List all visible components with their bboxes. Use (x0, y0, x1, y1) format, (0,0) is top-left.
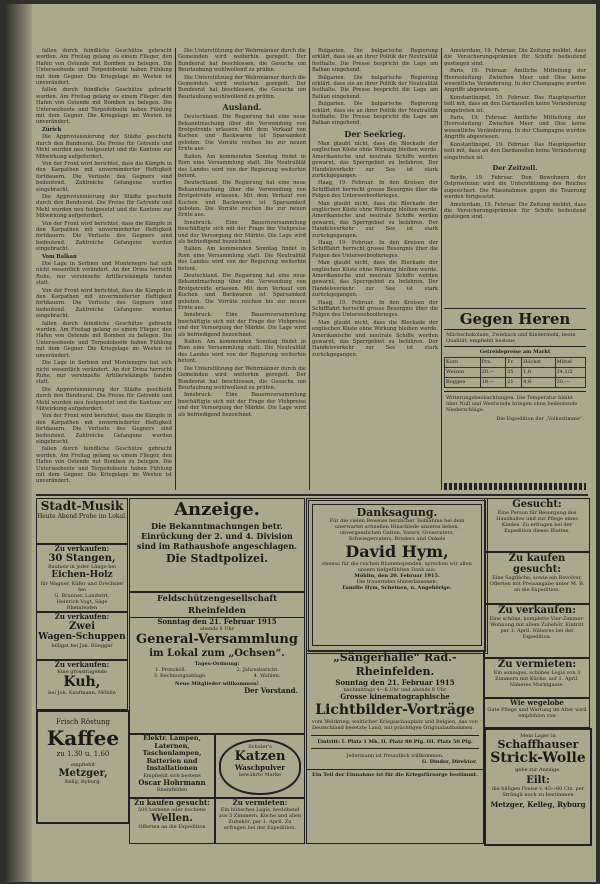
stadtmusik-ad (36, 498, 128, 544)
column-rule (309, 48, 310, 490)
anzeige-ad: Anzeige. Die Bekanntmachungen betr. Einrückung der 2. und 4. Division sind im Rathaushofe angeschlagen. Die Stadtpolizei. (129, 498, 305, 592)
gegen-heren-note: Milchschokolade, Zwieback und Kindermehl, beste Qualität, empfiehlt bestens (446, 332, 576, 344)
danksagung-ad: Danksagung. Für die vielen Beweise herzlicher Teilnahme bei dem unerwartet schnellen Hinschiede unseres lieben, unvergesslichen Gatten, Vaters, Grossvaters, Schwiegervaters, Bruders und Onkels David Hym, ebenso für die reichen Blumenspenden, sprechen wir allen unsern tiefgefühlten Dank aus. Möhlin, den 20. Februar 1915. Die trauernden Hinterlassenen: Familie Hym, Scheinen, u. Angehörige. (306, 498, 488, 654)
vermieten-ad-1: Zu vermieten: Ein hübsches Logis, bestehend aus 3 Zimmern, Küche und allen Zubehör, per 1. April. Zu erfragen bei der Expedition. (215, 798, 305, 844)
column-rule (175, 48, 176, 490)
section-heading-zeitzoll: Der Zeitzoll. (492, 163, 538, 172)
kaufen-ad: Zu kaufen gesucht: Eine Sagfläche, sowie ein Revolver. Offerten mit Preisangabe unter M. B. an die Expedition. (484, 552, 590, 604)
stangen-ad: Zu verkaufen: 30 Stangen, Bauholz in jeder Länge bei Eichen-Holz für Wagner, Küfer und Drechsler bei G. Brunner, Landwirt, Heinrich Vogt, Säge Rheinfelden (36, 544, 128, 612)
expedition-credit: Die Expedition der „Volksstimme“. (496, 416, 584, 422)
table-row: Korn Prs. Fr. Höchst Mittel (445, 358, 586, 368)
wegelobe-ad: Wie wegelobe Gute Pflege und Wartung im Alter wird empfohlen von (484, 698, 590, 728)
section-heading-seekrieg: Der Seekrieg. (344, 128, 406, 139)
table-row: Weizen 20.— 35 1,6 24.1/2 (445, 368, 586, 378)
agenda-list: 1. Protokoll. 2. Jahresbericht. (155, 667, 279, 673)
kuh-ad: Zu verkaufen: Eine grösstragende Kuh, bei Joh. Kaufmann, Möhlin (36, 660, 128, 710)
table-row: Roggen 18.— 21 4,8 20.— (445, 378, 586, 388)
versammlung-title: General-Versammlung (136, 632, 298, 647)
feldschuetzen-ad: Feldschützengesellschaft Rheinfelden Sonntag den 21. Februar 1915 abends 8 Uhr General-Versammlung im Lokal zum „Ochsen“. Tages-Ordnung: 1. Protokoll. 2. Jahresbericht. 3. Rechnungsablage. 4. Wahlen. Neue Mitglieder willkommen! Der Vorstand. (129, 592, 305, 734)
gegen-heren-ad (444, 308, 586, 490)
saengerhalle-ad: „Sängerhalle“ Rad.-Rheinfelden. Sonntag den 21. Februar 1915 nachmittags 4—6 Uhr und abends 8 Uhr Grosse kinematographische Lichtbilder-Vorträge vom Weltkrieg, weltlicher Kriegsschauplatz und Belgien, das von Deutschland besetzte Land, mit prächtigen Originalaufnahmen. Eintritt: I. Platz 1 Mk. II. Platz 80 Pfg. III. Platz 50 Pfg. Jedermann ist freundlich willkommen. G. Dinder, Direktor. Ein Teil der Einnahme ist für die Kriegsfürsorge bestimmt. (306, 650, 484, 844)
section-heading-ausland: Ausland. (222, 102, 262, 113)
saengerhalle-title: „Sängerhalle“ Rad.-Rheinfelden. (333, 651, 457, 678)
strickwolle-title: Strick-Wolle (490, 750, 586, 766)
schuler-logo: Schuler's Katzen Waschpulver bewährte Marke (219, 739, 301, 795)
lichtbilder-title: Lichtbilder-Vorträge (315, 702, 475, 718)
vermieten-ad-2: Zu vermieten: Ein sonniges, schönes Logis von 3 Zimmern mit Küche, auf 1. April. Näheres Marktgasse. (484, 658, 590, 698)
wellen-ad: Zu kaufen gesucht: 500 tannene oder buchene Wellen. Offerten an die Expedition (129, 798, 215, 844)
stadtmusik-title: Stadt-Musik (40, 499, 124, 513)
article-column-4: Amsterdam, 19. Februar. Die Zeitung meldet, dass die Versicherungsprämien für Schiffe bedeutend gestiegen sind. Paris, 19. Februar. Amtliche Mitteilung der Heeresleitung: Zwischen Meer und Oise keine wesentliche Veränderung. In der Champagne wurden Angriffe abgewiesen. Konstantinopel, 19. Februar. Das Hauptquartier teilt mit, dass an den Dardanellen keine Veränderung eingetreten ist. Paris, 19. Februar. Amtliche Mitteilung der Heeresleitung: Zwischen Meer und Oise keine wesentliche Veränderung. In der Champagne wurden Angriffe abgewiesen. Konstantinopel, 19. Februar. Das Hauptquartier teilt mit, dass an den Dardanellen keine Veränderung eingetreten ist. Der Zeitzoll. Berlin, 19. Februar. Den Bewohnern der Ostprovinzen wird die Unterstützung des Reiches zugesichert. Die Massnahmen gegen die Teuerung werden fortgesetzt. Amsterdam, 19. Februar. Die Zeitung meldet, dass die Versicherungsprämien für Schiffe bedeutend gestiegen sind. (444, 48, 586, 221)
price-table (444, 357, 586, 388)
price-line: Eintritt: I. Platz 1 Mk. II. Platz 80 Pfg. III. Platz 50 Pfg. (311, 735, 479, 749)
page-spine (6, 4, 32, 882)
decorative-border (444, 483, 586, 490)
danksagung-title: Danksagung. (356, 506, 438, 519)
verkaufen-ad: Zu verkaufen: Eine schöne, komplette Vier-Zimmer-Wohnung mit allem Zubehör. Eintritt per 1. April. Näheres bei der Expedition. (484, 604, 590, 658)
kaffee-title: Kaffee (46, 726, 120, 750)
gesucht-ad: Gesucht: Eine Person für Besorgung des Haushaltes und zur Pflege eines Kindes. Zu erfragen bei der Expedition dieses Blattes. (484, 498, 590, 552)
newspaper-page (6, 4, 596, 882)
stadtmusik-sub: Heute Abend Probe im Lokal. (37, 513, 127, 520)
section-rule (36, 494, 588, 496)
article-column-2: Die Unterstützung der Wehrmänner durch die Gemeinden wird weiterhin geregelt. Der Bundesrat hat beschlossen, die Gesuche um Beurlaubung wohlwollend zu prüfen. Die Unterstützung der Wehrmänner durch die Gemeinden wird weiterhin geregelt. Der Bundesrat hat beschlossen, die Gesuche um Beurlaubung wohlwollend zu prüfen. Ausland. Deutschland. Die Regierung hat eine neue Bekanntmachung über die Verwendung von Brotgetreide erlassen. Mit dem Verkauf von Kuchen und Backwaren ist Sparsamkeit geboten. Die Vorräte reichen bis zur neuen Ernte aus. Italien. Am kommenden Sonntag findet in Rom eine Versammlung statt. Die Neutralität des Landes wird von der Regierung weiterhin betont. Deutschland. Die Regierung hat eine neue Bekanntmachung über die Verwendung von Brotgetreide erlassen. Mit dem Verkauf von Kuchen und Backwaren ist Sparsamkeit geboten. Die Vorräte reichen bis zur neuen Ernte aus. Innsbruck. Eine Bauernversammlung beschäftigte sich mit der Frage der Viehpreise und der Versorgung der Märkte. Die Lage wird als befriedigend bezeichnet. Italien. Am kommenden Sonntag findet in Rom eine Versammlung statt. Die Neutralität des Landes wird von der Regierung weiterhin betont. Deutschland. Die Regierung hat eine neue Bekanntmachung über die Verwendung von Brotgetreide erlassen. Mit dem Verkauf von Kuchen und Backwaren ist Sparsamkeit geboten. Die Vorräte reichen bis zur neuen Ernte aus. Innsbruck. Eine Bauernversammlung beschäftigte sich mit der Frage der Viehpreise und der Versorgung der Märkte. Die Lage wird als befriedigend bezeichnet. Italien. Am kommenden Sonntag findet in Rom eine Versammlung statt. Die Neutralität des Landes wird von der Regierung weiterhin betont. Die Unterstützung der Wehrmänner durch die Gemeinden wird weiterhin geregelt. Der Bundesrat hat beschlossen, die Gesuche um Beurlaubung wohlwollend zu prüfen. Innsbruck. Eine Bauernversammlung beschäftigte sich mit der Frage der Viehpreise und der Versorgung der Märkte. Die Lage wird als befriedigend bezeichnet. (178, 48, 306, 418)
laternen-ad: Elektr. Lampen, Laternen, Taschenlampen, Batterien und Installationen Empfiehlt sich bestens Oscar Hohrmann Rheinfelden (129, 734, 215, 798)
column-rule (441, 48, 442, 490)
wagen-ad: Zu verkaufen: Zwei Wagen-Schuppen billigst bei Jak. Rüegger (36, 612, 128, 660)
schuler-ad (215, 734, 305, 798)
gegen-heren-title: Gegen Heren (444, 308, 586, 330)
article-column-3: Bulgarien. Die bulgarische Regierung erklärt, dass sie an ihrer Politik der Neutralität festhalte. Die Presse bespricht die Lage am Balkan eingehend. Bulgarien. Die bulgarische Regierung erklärt, dass sie an ihrer Politik der Neutralität festhalte. Die Presse bespricht die Lage am Balkan eingehend. Bulgarien. Die bulgarische Regierung erklärt, dass sie an ihrer Politik der Neutralität festhalte. Die Presse bespricht die Lage am Balkan eingehend. Der Seekrieg. Man glaubt nicht, dass die Blockade der englischen Küste ohne Wirkung bleiben werde. Amerikanische und neutrale Schiffe werden gewarnt, das Sperrgebiet zu befahren. Der Handelsverkehr zur See ist stark zurückgegangen. Haag, 19. Februar. In den Kreisen der Schifffahrt herrscht grosse Besorgnis über die Folgen des Unterseebootkrieges. Man glaubt nicht, dass die Blockade der englischen Küste ohne Wirkung bleiben werde. Amerikanische und neutrale Schiffe werden gewarnt, das Sperrgebiet zu befahren. Der Handelsverkehr zur See ist stark zurückgegangen. Haag, 19. Februar. In den Kreisen der Schifffahrt herrscht grosse Besorgnis über die Folgen des Unterseebootkrieges. Man glaubt nicht, dass die Blockade der englischen Küste ohne Wirkung bleiben werde. Amerikanische und neutrale Schiffe werden gewarnt, das Sperrgebiet zu befahren. Der Handelsverkehr zur See ist stark zurückgegangen. Haag, 19. Februar. In den Kreisen der Schifffahrt herrscht grosse Besorgnis über die Folgen des Unterseebootkrieges. Man glaubt nicht, dass die Blockade der englischen Küste ohne Wirkung bleiben werde. Amerikanische und neutrale Schiffe werden gewarnt, das Sperrgebiet zu befahren. Der Handelsverkehr zur See ist stark zurückgegangen. (312, 48, 438, 358)
eichen-title: Eichen-Holz (51, 570, 113, 580)
table-heading: Getreidepreise am Markt (444, 346, 586, 355)
strickwolle-ad: Mein Lager in Schaffhauser Strick-Wolle gebe zur Anzeige. Eilt: die billigen Preise v. 45—60 Cts. per Strängli noch zu bestimmen Metzger, Kelleg, Ryburg (484, 728, 592, 846)
kaffee-ad: Frisch Röstung Kaffee zu 1.30 u. 1.60 empfiehlt Metzger, Kellg, Ryburg. (36, 710, 130, 824)
deceased-name: David Hym, (345, 542, 449, 561)
weather-note: Witterungsbeobachtungen. Die Temperatur bleibt über Null und Westwinde bringen ohne bedeutende Niederschläge. (444, 391, 586, 416)
anzeige-title: Anzeige. (174, 499, 260, 520)
article-column-1: fallen durch feindliche Geschütze gebracht worden. Am Freitag gelang es einem Flieger, den Hafen von Ostende mit Bomben zu belegen. Die Unterseeboote und Torpedoboote haben Fühlung mit dem Gegner. Die Kriegslage im Westen ist unverändert. fallen durch feindliche Geschütze gebracht worden. Am Freitag gelang es einem Flieger, den Hafen von Ostende mit Bomben zu belegen. Die Unterseeboote und Torpedoboote haben Fühlung mit dem Gegner. Die Kriegslage im Westen ist unverändert. Zürich Die Approvisionierung der Städte geschieht durch den Bundesrat. Die Preise für Getreide und Mehl wurden neu festgesetzt und die Kantone zur Mitwirkung aufgefordert. Von der Front wird berichtet, dass die Kämpfe in den Karpathen mit unverminderter Heftigkeit fortdauern. Die Verluste des Gegners sind bedeutend. Zahlreiche Gefangene wurden eingebracht. Die Approvisionierung der Städte geschieht durch den Bundesrat. Die Preise für Getreide und Mehl wurden neu festgesetzt und die Kantone zur Mitwirkung aufgefordert. Von der Front wird berichtet, dass die Kämpfe in den Karpathen mit unverminderter Heftigkeit fortdauern. Die Verluste des Gegners sind bedeutend. Zahlreiche Gefangene wurden eingebracht. Vom Balkan Die Lage in Serbien und Montenegro hat sich nicht wesentlich verändert. An der Drina herrscht Ruhe, nur vereinzelte Artilleriekämpfe fanden statt. Von der Front wird berichtet, dass die Kämpfe in den Karpathen mit unverminderter Heftigkeit fortdauern. Die Verluste des Gegners sind bedeutend. Zahlreiche Gefangene wurden eingebracht. fallen durch feindliche Geschütze gebracht worden. Am Freitag gelang es einem Flieger, den Hafen von Ostende mit Bomben zu belegen. Die Unterseeboote und Torpedoboote haben Fühlung mit dem Gegner. Die Kriegslage im Westen ist unverändert. Die Lage in Serbien und Montenegro hat sich nicht wesentlich verändert. An der Drina herrscht Ruhe, nur vereinzelte Artilleriekämpfe fanden statt. Die Approvisionierung der Städte geschieht durch den Bundesrat. Die Preise für Getreide und Mehl wurden neu festgesetzt und die Kantone zur Mitwirkung aufgefordert. Von der Front wird berichtet, dass die Kämpfe in den Karpathen mit unverminderter Heftigkeit fortdauern. Die Verluste des Gegners sind bedeutend. Zahlreiche Gefangene wurden eingebracht. fallen durch feindliche Geschütze gebracht worden. Am Freitag gelang es einem Flieger, den Hafen von Ostende mit Bomben zu belegen. Die Unterseeboote und Torpedoboote haben Fühlung mit dem Gegner. Die Kriegslage im Westen ist unverändert. (36, 48, 172, 485)
